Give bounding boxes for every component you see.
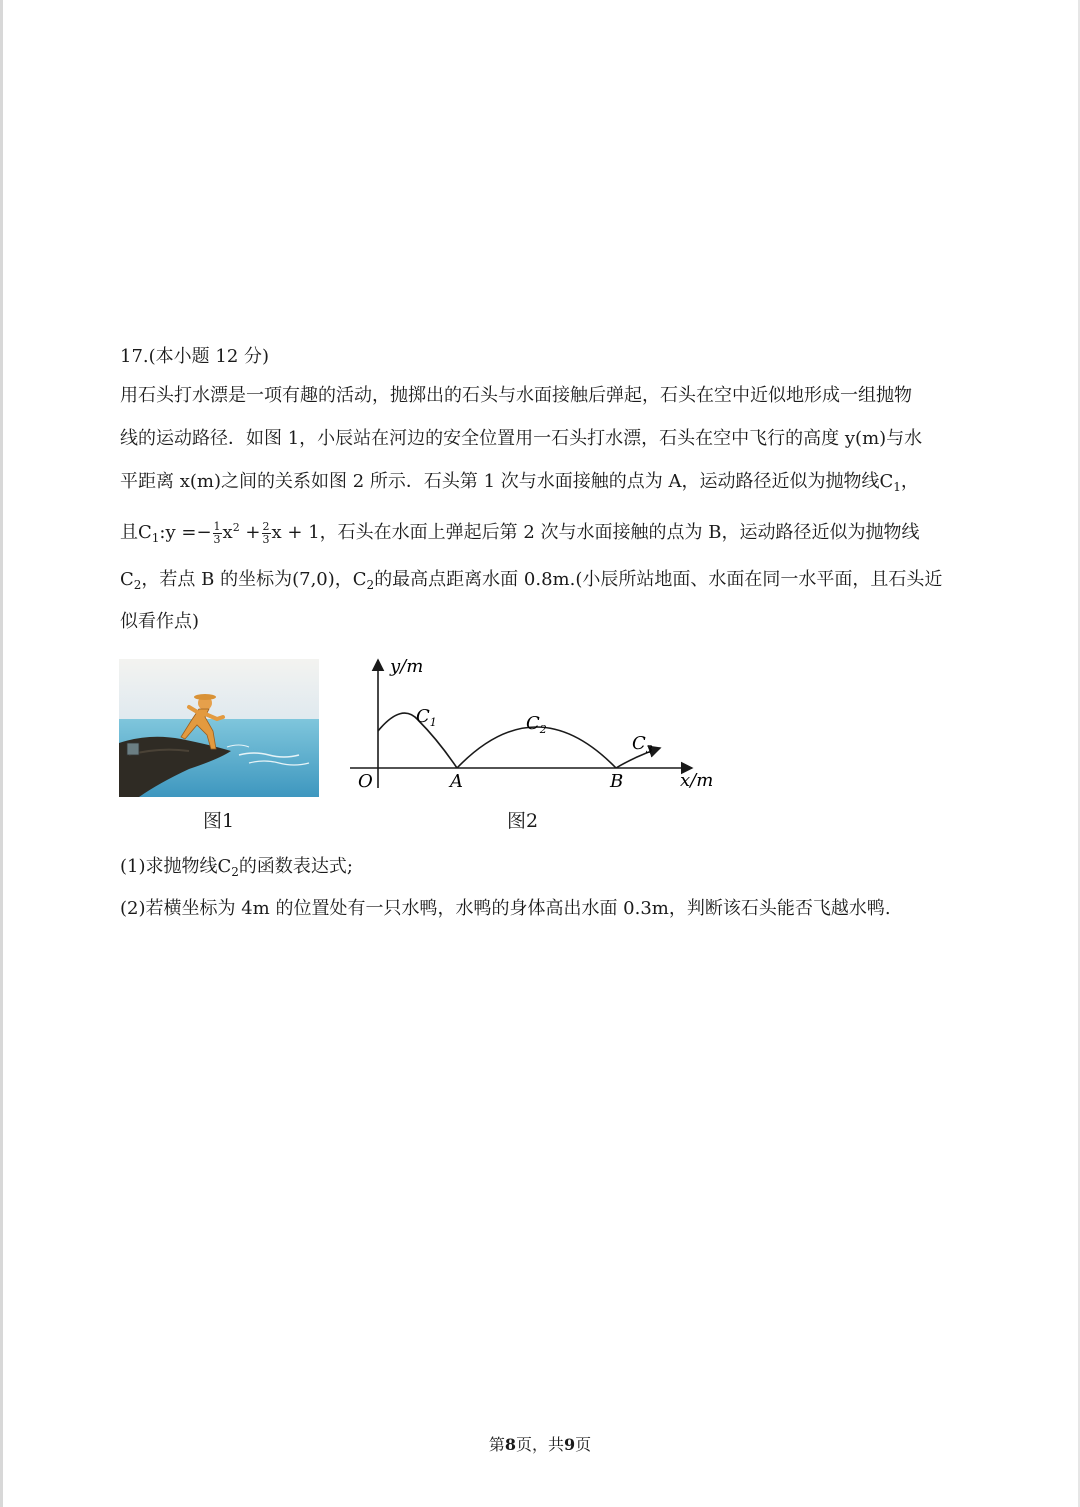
page-edge (0, 0, 3, 1507)
question-header: 17.(本小题 12 分) (120, 346, 270, 367)
fraction: $\frac{1}{3}$ (213, 519, 221, 546)
curve-c1-label: $C_1$ (416, 706, 437, 729)
question-text-line: 线的运动路径．如图 1，小辰站在河边的安全位置用一石头打水漂，石头在空中飞行的高度 y(m)与水 (120, 428, 923, 449)
sub-question-2: (2)若横坐标为 4m 的位置处有一只水鸭，水鸭的身体高出水面 0.3m，判断该石头能否飞越水鸭. (120, 898, 891, 919)
question-text-line: $C_2$，若点 B 的坐标为(7,0)，$C_2$的最高点距离水面 0.8m.(小辰所站地面、水面在同一水平面，且石头近 (120, 569, 943, 592)
page-footer: 第8页，共9页 (488, 1435, 592, 1454)
point-a-label: A (450, 771, 463, 792)
fraction: $\frac{2}{3}$ (262, 519, 270, 546)
curve-c3-label: $C_3$ (632, 733, 653, 756)
origin-label: O (358, 771, 373, 792)
parabola-path-diagram (340, 648, 730, 798)
curve-c2-label: $C_2$ (526, 713, 547, 736)
equation-line: 且$C_1:y$ =− $\frac{1}{3}$ $x^2$ + $\frac{2}{3}$ x + 1，石头在水面上弹起后第 2 次与水面接触的点为 B，运动路径近似为抛物线 (120, 519, 920, 546)
sub-question-1: (1)求抛物线$C_2$的函数表达式; (120, 856, 353, 879)
question-text-line: 用石头打水漂是一项有趣的活动，抛掷出的石头与水面接触后弹起，石头在空中近似地形成一组抛物 (120, 385, 912, 406)
point-b-label: B (610, 771, 624, 792)
figure-1-caption: 图1 (203, 810, 235, 832)
stone-skipping-illustration (119, 659, 319, 797)
y-axis-label: y/m (390, 656, 424, 677)
question-text-line: 似看作点) (120, 611, 200, 632)
figure-2-caption: 图2 (507, 810, 539, 832)
x-axis-label: x/m (680, 770, 714, 791)
question-text-line: 平距离 x(m)之间的关系如图 2 所示．石头第 1 次与水面接触的点为 A，运动路径近似为抛物线$C_1$， (120, 471, 919, 494)
